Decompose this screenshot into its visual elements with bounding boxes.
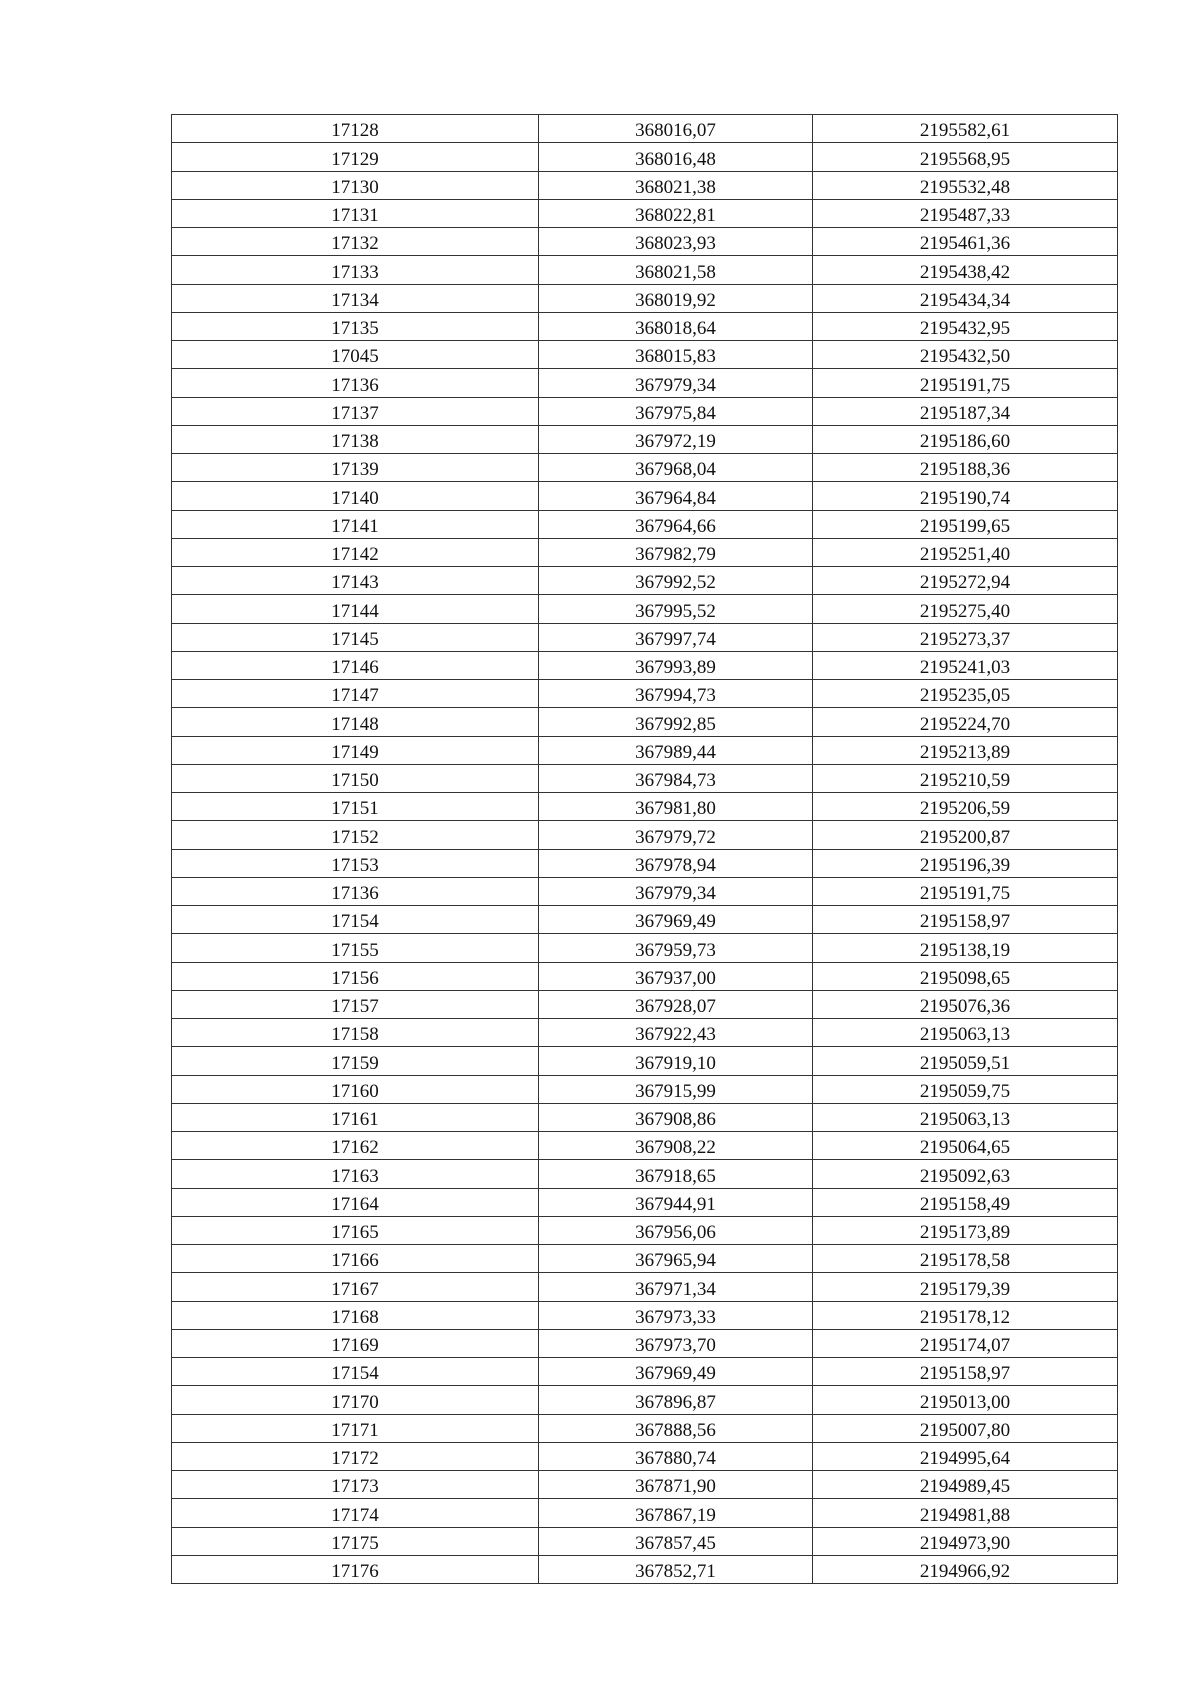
y-coordinate-cell: 2195178,12	[813, 1301, 1118, 1329]
x-coordinate-cell: 367973,70	[539, 1329, 813, 1357]
x-coordinate-cell: 367857,45	[539, 1527, 813, 1555]
point-number-cell: 17162	[172, 1132, 539, 1160]
x-coordinate-cell: 367982,79	[539, 538, 813, 566]
y-coordinate-cell: 2195092,63	[813, 1160, 1118, 1188]
table-row	[172, 595, 1118, 623]
x-coordinate-cell: 367919,10	[539, 1047, 813, 1075]
y-coordinate-cell: 2195187,34	[813, 397, 1118, 425]
point-number-cell: 17164	[172, 1188, 539, 1216]
x-coordinate-cell: 367959,73	[539, 934, 813, 962]
x-coordinate-cell: 367973,33	[539, 1301, 813, 1329]
point-number-cell: 17141	[172, 510, 539, 538]
point-number-cell: 17158	[172, 1019, 539, 1047]
y-coordinate-cell: 2195273,37	[813, 623, 1118, 651]
y-coordinate-cell: 2195251,40	[813, 538, 1118, 566]
y-coordinate-cell: 2195063,13	[813, 1019, 1118, 1047]
coordinates-table	[171, 114, 1118, 1584]
point-number-cell: 17128	[172, 115, 539, 143]
x-coordinate-cell: 367981,80	[539, 793, 813, 821]
y-coordinate-cell: 2195190,74	[813, 482, 1118, 510]
x-coordinate-cell: 367972,19	[539, 425, 813, 453]
y-coordinate-cell: 2195210,59	[813, 764, 1118, 792]
point-number-cell: 17140	[172, 482, 539, 510]
y-coordinate-cell: 2195059,75	[813, 1075, 1118, 1103]
x-coordinate-cell: 367928,07	[539, 990, 813, 1018]
table-row	[172, 1075, 1118, 1103]
point-number-cell: 17136	[172, 369, 539, 397]
point-number-cell: 17142	[172, 538, 539, 566]
y-coordinate-cell: 2195461,36	[813, 228, 1118, 256]
table-row	[172, 1047, 1118, 1075]
point-number-cell: 17137	[172, 397, 539, 425]
y-coordinate-cell: 2195200,87	[813, 821, 1118, 849]
table-row	[172, 1358, 1118, 1386]
x-coordinate-cell: 367956,06	[539, 1216, 813, 1244]
table-row	[172, 538, 1118, 566]
point-number-cell: 17151	[172, 793, 539, 821]
x-coordinate-cell: 367908,86	[539, 1103, 813, 1131]
x-coordinate-cell: 367992,85	[539, 708, 813, 736]
point-number-cell: 17131	[172, 199, 539, 227]
x-coordinate-cell: 367918,65	[539, 1160, 813, 1188]
table-row	[172, 708, 1118, 736]
y-coordinate-cell: 2195178,58	[813, 1245, 1118, 1273]
point-number-cell: 17135	[172, 312, 539, 340]
table-row	[172, 1329, 1118, 1357]
y-coordinate-cell: 2195434,34	[813, 284, 1118, 312]
x-coordinate-cell: 367896,87	[539, 1386, 813, 1414]
table-row	[172, 821, 1118, 849]
y-coordinate-cell: 2195241,03	[813, 651, 1118, 679]
table-row	[172, 651, 1118, 679]
table-row	[172, 623, 1118, 651]
x-coordinate-cell: 367915,99	[539, 1075, 813, 1103]
table-row	[172, 934, 1118, 962]
point-number-cell: 17173	[172, 1471, 539, 1499]
y-coordinate-cell: 2194973,90	[813, 1527, 1118, 1555]
point-number-cell: 17145	[172, 623, 539, 651]
point-number-cell: 17165	[172, 1216, 539, 1244]
y-coordinate-cell: 2195173,89	[813, 1216, 1118, 1244]
y-coordinate-cell: 2195275,40	[813, 595, 1118, 623]
point-number-cell: 17163	[172, 1160, 539, 1188]
y-coordinate-cell: 2195063,13	[813, 1103, 1118, 1131]
point-number-cell: 17169	[172, 1329, 539, 1357]
table-row	[172, 1188, 1118, 1216]
table-row	[172, 1245, 1118, 1273]
x-coordinate-cell: 367944,91	[539, 1188, 813, 1216]
point-number-cell: 17147	[172, 680, 539, 708]
point-number-cell: 17146	[172, 651, 539, 679]
y-coordinate-cell: 2195064,65	[813, 1132, 1118, 1160]
table-row	[172, 1132, 1118, 1160]
table-row	[172, 115, 1118, 143]
table-row	[172, 256, 1118, 284]
table-row	[172, 510, 1118, 538]
y-coordinate-cell: 2195196,39	[813, 849, 1118, 877]
point-number-cell: 17143	[172, 567, 539, 595]
y-coordinate-cell: 2195568,95	[813, 143, 1118, 171]
point-number-cell: 17157	[172, 990, 539, 1018]
x-coordinate-cell: 368023,93	[539, 228, 813, 256]
table-row	[172, 1499, 1118, 1527]
point-number-cell: 17045	[172, 341, 539, 369]
table-row	[172, 990, 1118, 1018]
table-row	[172, 877, 1118, 905]
x-coordinate-cell: 367992,52	[539, 567, 813, 595]
x-coordinate-cell: 367979,34	[539, 369, 813, 397]
table-row	[172, 425, 1118, 453]
point-number-cell: 17171	[172, 1414, 539, 1442]
point-number-cell: 17132	[172, 228, 539, 256]
y-coordinate-cell: 2195174,07	[813, 1329, 1118, 1357]
x-coordinate-cell: 367993,89	[539, 651, 813, 679]
point-number-cell: 17134	[172, 284, 539, 312]
x-coordinate-cell: 367997,74	[539, 623, 813, 651]
y-coordinate-cell: 2195199,65	[813, 510, 1118, 538]
y-coordinate-cell: 2195138,19	[813, 934, 1118, 962]
y-coordinate-cell: 2195224,70	[813, 708, 1118, 736]
y-coordinate-cell: 2195179,39	[813, 1273, 1118, 1301]
point-number-cell: 17144	[172, 595, 539, 623]
x-coordinate-cell: 367979,34	[539, 877, 813, 905]
table-row	[172, 1386, 1118, 1414]
y-coordinate-cell: 2194989,45	[813, 1471, 1118, 1499]
x-coordinate-cell: 368016,07	[539, 115, 813, 143]
point-number-cell: 17161	[172, 1103, 539, 1131]
point-number-cell: 17149	[172, 736, 539, 764]
point-number-cell: 17129	[172, 143, 539, 171]
y-coordinate-cell: 2195158,97	[813, 906, 1118, 934]
x-coordinate-cell: 367989,44	[539, 736, 813, 764]
x-coordinate-cell: 368022,81	[539, 199, 813, 227]
table-row	[172, 369, 1118, 397]
x-coordinate-cell: 367969,49	[539, 906, 813, 934]
y-coordinate-cell: 2195188,36	[813, 454, 1118, 482]
y-coordinate-cell: 2195098,65	[813, 962, 1118, 990]
table-row	[172, 312, 1118, 340]
table-row	[172, 171, 1118, 199]
table-row	[172, 1273, 1118, 1301]
y-coordinate-cell: 2195532,48	[813, 171, 1118, 199]
point-number-cell: 17152	[172, 821, 539, 849]
table-row	[172, 482, 1118, 510]
x-coordinate-cell: 367994,73	[539, 680, 813, 708]
point-number-cell: 17138	[172, 425, 539, 453]
table-row	[172, 567, 1118, 595]
point-number-cell: 17148	[172, 708, 539, 736]
x-coordinate-cell: 368015,83	[539, 341, 813, 369]
table-row	[172, 1414, 1118, 1442]
x-coordinate-cell: 368021,38	[539, 171, 813, 199]
x-coordinate-cell: 367922,43	[539, 1019, 813, 1047]
y-coordinate-cell: 2195206,59	[813, 793, 1118, 821]
table-row	[172, 397, 1118, 425]
table-row	[172, 1301, 1118, 1329]
x-coordinate-cell: 368019,92	[539, 284, 813, 312]
y-coordinate-cell: 2195158,97	[813, 1358, 1118, 1386]
point-number-cell: 17170	[172, 1386, 539, 1414]
table-row	[172, 341, 1118, 369]
y-coordinate-cell: 2194966,92	[813, 1555, 1118, 1583]
x-coordinate-cell: 367968,04	[539, 454, 813, 482]
point-number-cell: 17136	[172, 877, 539, 905]
y-coordinate-cell: 2195076,36	[813, 990, 1118, 1018]
x-coordinate-cell: 367964,84	[539, 482, 813, 510]
point-number-cell: 17160	[172, 1075, 539, 1103]
table-row	[172, 680, 1118, 708]
point-number-cell: 17172	[172, 1442, 539, 1470]
point-number-cell: 17174	[172, 1499, 539, 1527]
table-row	[172, 764, 1118, 792]
x-coordinate-cell: 367971,34	[539, 1273, 813, 1301]
y-coordinate-cell: 2195272,94	[813, 567, 1118, 595]
x-coordinate-cell: 367969,49	[539, 1358, 813, 1386]
table-row	[172, 1471, 1118, 1499]
y-coordinate-cell: 2194981,88	[813, 1499, 1118, 1527]
point-number-cell: 17154	[172, 1358, 539, 1386]
x-coordinate-cell: 367871,90	[539, 1471, 813, 1499]
y-coordinate-cell: 2195432,50	[813, 341, 1118, 369]
x-coordinate-cell: 367965,94	[539, 1245, 813, 1273]
point-number-cell: 17159	[172, 1047, 539, 1075]
table-row	[172, 143, 1118, 171]
x-coordinate-cell: 368016,48	[539, 143, 813, 171]
x-coordinate-cell: 367852,71	[539, 1555, 813, 1583]
x-coordinate-cell: 368021,58	[539, 256, 813, 284]
point-number-cell: 17150	[172, 764, 539, 792]
y-coordinate-cell: 2195438,42	[813, 256, 1118, 284]
table-row	[172, 1019, 1118, 1047]
y-coordinate-cell: 2195235,05	[813, 680, 1118, 708]
table-row	[172, 1527, 1118, 1555]
x-coordinate-cell: 367979,72	[539, 821, 813, 849]
table-row	[172, 284, 1118, 312]
y-coordinate-cell: 2194995,64	[813, 1442, 1118, 1470]
point-number-cell: 17155	[172, 934, 539, 962]
table-row	[172, 1442, 1118, 1470]
table-row	[172, 1216, 1118, 1244]
point-number-cell: 17156	[172, 962, 539, 990]
table-row	[172, 736, 1118, 764]
point-number-cell: 17175	[172, 1527, 539, 1555]
x-coordinate-cell: 367984,73	[539, 764, 813, 792]
x-coordinate-cell: 367995,52	[539, 595, 813, 623]
y-coordinate-cell: 2195487,33	[813, 199, 1118, 227]
y-coordinate-cell: 2195186,60	[813, 425, 1118, 453]
point-number-cell: 17176	[172, 1555, 539, 1583]
table-row	[172, 454, 1118, 482]
point-number-cell: 17154	[172, 906, 539, 934]
table-row	[172, 1555, 1118, 1583]
table-row	[172, 1103, 1118, 1131]
point-number-cell: 17133	[172, 256, 539, 284]
table-row	[172, 793, 1118, 821]
table-row	[172, 962, 1118, 990]
point-number-cell: 17139	[172, 454, 539, 482]
y-coordinate-cell: 2195191,75	[813, 877, 1118, 905]
point-number-cell: 17167	[172, 1273, 539, 1301]
y-coordinate-cell: 2195158,49	[813, 1188, 1118, 1216]
x-coordinate-cell: 367908,22	[539, 1132, 813, 1160]
y-coordinate-cell: 2195007,80	[813, 1414, 1118, 1442]
point-number-cell: 17153	[172, 849, 539, 877]
table-row	[172, 228, 1118, 256]
table-row	[172, 199, 1118, 227]
table-row	[172, 1160, 1118, 1188]
y-coordinate-cell: 2195213,89	[813, 736, 1118, 764]
x-coordinate-cell: 367867,19	[539, 1499, 813, 1527]
x-coordinate-cell: 367880,74	[539, 1442, 813, 1470]
point-number-cell: 17168	[172, 1301, 539, 1329]
table-row	[172, 906, 1118, 934]
x-coordinate-cell: 367975,84	[539, 397, 813, 425]
y-coordinate-cell: 2195432,95	[813, 312, 1118, 340]
y-coordinate-cell: 2195013,00	[813, 1386, 1118, 1414]
x-coordinate-cell: 367964,66	[539, 510, 813, 538]
y-coordinate-cell: 2195191,75	[813, 369, 1118, 397]
x-coordinate-cell: 368018,64	[539, 312, 813, 340]
point-number-cell: 17130	[172, 171, 539, 199]
x-coordinate-cell: 367888,56	[539, 1414, 813, 1442]
coordinates-table-body	[172, 115, 1118, 1584]
x-coordinate-cell: 367978,94	[539, 849, 813, 877]
point-number-cell: 17166	[172, 1245, 539, 1273]
y-coordinate-cell: 2195582,61	[813, 115, 1118, 143]
table-row	[172, 849, 1118, 877]
x-coordinate-cell: 367937,00	[539, 962, 813, 990]
y-coordinate-cell: 2195059,51	[813, 1047, 1118, 1075]
